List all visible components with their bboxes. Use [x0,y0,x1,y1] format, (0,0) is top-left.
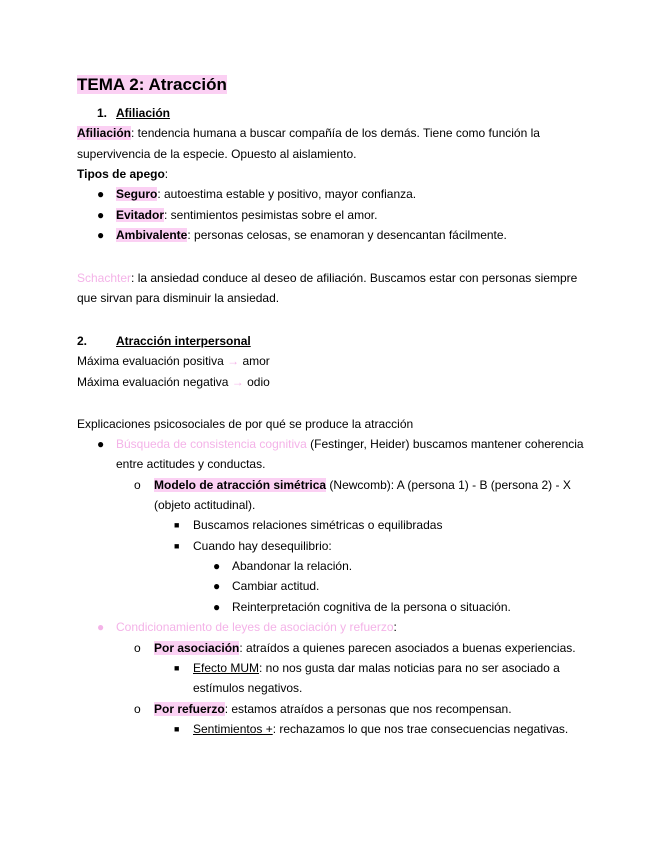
tipo-term: Seguro [116,187,158,201]
schachter-line-2: que sirvan para disminuir la ansiedad. [77,291,280,305]
circle-bullet-icon: o [134,641,141,655]
tipo-item [116,207,377,223]
arrow-icon: → [227,354,240,368]
opcion-item: Reinterpretación cognitiva de la persona o situación. [232,600,511,614]
explicaciones-intro: Explicaciones psicosociales de por qué se produce la atracción [77,417,414,431]
sentimientos-term: Sentimientos + [193,722,273,736]
bullet-icon: ● [213,600,221,614]
circle-bullet-icon: o [134,702,141,716]
por-refuerzo-term: Por refuerzo [154,702,225,716]
arrow-icon: → [231,375,244,389]
por-asociacion-text: : atraídos a quienes parecen asociados a buenas experiencias. [239,641,576,655]
schachter-term: Schachter [77,271,132,285]
sentimientos-line [193,721,568,737]
square-bullet-icon: ■ [174,663,180,673]
schachter-text: : la ansiedad conduce al deseo de afiliación. Buscamos estar con personas siempre [131,271,578,285]
tipos-apego-colon: : [164,167,169,181]
evaluacion-negativa [77,374,270,390]
tipo-text: : sentimientos pesimistas sobre el amor. [164,208,378,222]
bullet-icon: ● [97,228,105,242]
bullet-icon: ● [97,208,105,222]
bullet-icon: ● [213,559,221,573]
opcion-item: Abandonar la relación. [232,559,353,573]
afiliacion-definition-text: : tendencia humana a buscar compañía de los demás. Tiene como función la [131,126,540,140]
tipo-item [116,227,507,243]
por-asociacion-line [154,640,576,656]
efecto-mum-line-1 [193,660,560,676]
evaluacion-positiva [77,353,270,369]
tipo-term: Ambivalente [116,228,188,242]
tipo-text: : autoestima estable y positivo, mayor confianza. [157,187,417,201]
efecto-mum-line-2: estímulos negativos. [193,681,303,695]
section-2-number: 2. [77,334,88,348]
opcion-item: Cambiar actitud. [232,579,320,593]
por-refuerzo-text: : estamos atraídos a personas que nos recompensan. [224,702,512,716]
busqueda-text: (Festinger, Heider) buscamos mantener coherencia [310,437,584,451]
condicionamiento-colon: : [393,620,397,634]
modelo-text: (Newcomb): A (persona 1) - B (persona 2) - X [329,478,571,492]
condicionamiento-term: Condicionamiento de leyes de asociación y refuerzo [116,620,394,634]
por-asociacion-term: Por asociación [154,641,240,655]
evaluacion-positiva-result: amor [242,354,270,368]
busqueda-line-1 [116,436,584,452]
square-bullet-icon: ■ [174,541,180,551]
square-bullet-icon: ■ [174,520,180,530]
section-1-number: 1. [97,106,108,120]
bullet-icon: ● [97,187,105,201]
circle-bullet-icon: o [134,478,141,492]
bullet-icon: ● [213,579,221,593]
busqueda-line-2: entre actitudes y conductas. [116,457,266,471]
condicionamiento-line [116,619,397,635]
bullet-icon: ● [97,620,105,634]
square-bullet-icon: ■ [174,724,180,734]
evaluacion-negativa-text: Máxima evaluación negativa [77,375,229,389]
afiliacion-definition-line-2: supervivencia de la especie. Opuesto al aislamiento. [77,147,357,161]
modelo-line-1 [154,477,571,493]
afiliacion-term: Afiliación [77,126,132,140]
evaluacion-negativa-result: odio [247,375,270,389]
sentimientos-text: : rechazamos lo que nos trae consecuencias negativas. [272,722,569,736]
page-title: TEMA 2: Atracción [77,75,227,94]
busqueda-term: Búsqueda de consistencia cognitiva [116,437,307,451]
bullet-icon: ● [97,437,105,451]
efecto-mum-text: : no nos gusta dar malas noticias para no ser asociado a [259,661,560,675]
tipo-text: : personas celosas, se enamoran y desencantan fácilmente. [187,228,507,242]
modelo-sub-1: Buscamos relaciones simétricas o equilibradas [193,518,443,532]
modelo-line-2: (objeto actitudinal). [154,498,256,512]
section-2-heading: Atracción interpersonal [116,334,251,348]
tipo-term: Evitador [116,208,165,222]
schachter-line-1 [77,270,577,286]
tipo-item [116,186,416,202]
tipos-apego-label [77,166,168,182]
afiliacion-definition-line-1 [77,125,540,141]
evaluacion-positiva-text: Máxima evaluación positiva [77,354,224,368]
section-1-heading: Afiliación [116,106,171,120]
por-refuerzo-line [154,701,512,717]
modelo-sub-2: Cuando hay desequilibrio: [193,539,332,553]
tipos-apego-text: Tipos de apego [77,167,165,181]
modelo-term: Modelo de atracción simétrica [154,478,327,492]
efecto-mum-term: Efecto MUM [193,661,260,675]
